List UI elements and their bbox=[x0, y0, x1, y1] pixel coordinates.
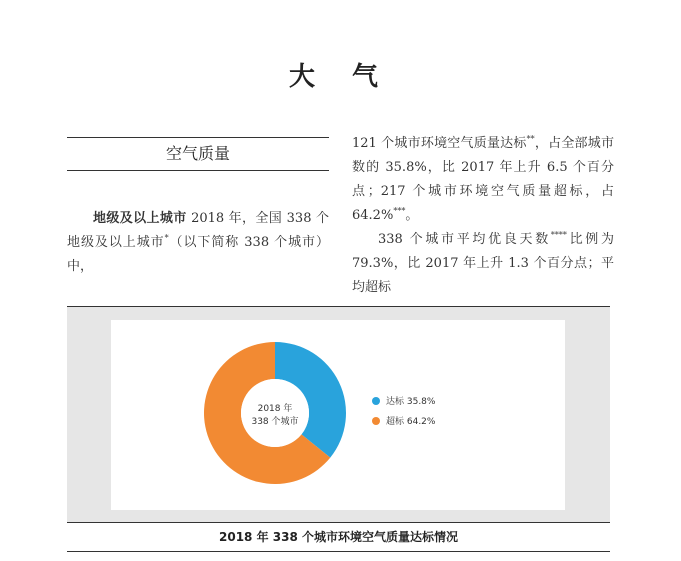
right-p1-a: 121 个城市环境空气质量达标 bbox=[352, 136, 527, 151]
legend-label-0: 达标 35.8% bbox=[386, 397, 436, 407]
footnote-mark-1: * bbox=[164, 233, 169, 243]
figure-card bbox=[111, 320, 565, 510]
footnote-mark-3: *** bbox=[393, 206, 406, 216]
center-label-line1: 2018 年 bbox=[257, 404, 293, 414]
section-heading: 空气质量 bbox=[165, 144, 230, 163]
footnote-mark-4: **** bbox=[550, 230, 567, 240]
center-label-line2: 338 个城市 bbox=[251, 417, 299, 427]
right-paragraph-1 bbox=[352, 132, 614, 228]
paragraph-lead: 地级及以上城市 bbox=[93, 211, 187, 226]
donut-legend bbox=[372, 395, 436, 427]
legend-label-1: 超标 64.2% bbox=[386, 417, 436, 427]
left-text-1: 2018 年，全国 338 个地级及以上城市 bbox=[67, 211, 329, 250]
left-text-2: （以下简称 338 个城市）中， bbox=[67, 235, 329, 274]
section-heading-box bbox=[67, 137, 329, 171]
footnote-mark-2: ** bbox=[526, 134, 535, 144]
right-p1-c: 。 bbox=[405, 208, 419, 223]
right-paragraph-2 bbox=[352, 228, 614, 300]
figure-caption: 2018 年 338 个城市环境空气质量达标情况 bbox=[67, 522, 610, 552]
legend-swatch-0 bbox=[372, 397, 380, 405]
donut-chart bbox=[111, 320, 565, 510]
legend-swatch-1 bbox=[372, 417, 380, 425]
left-column-text bbox=[67, 207, 329, 279]
right-column-text bbox=[352, 132, 614, 300]
right-p2-a: 338 个城市平均优良天数 bbox=[378, 232, 551, 247]
right-p2-b: 比例为 79.3%，比 2017 年上升 1.3 个百分点；平均超标 bbox=[352, 232, 614, 295]
right-p1-b: ，占全部城市数的 35.8%，比 2017 年上升 6.5 个百分点；217 个城市环境空气质量超标，占 64.2% bbox=[352, 136, 614, 223]
page-title: 大 气 bbox=[288, 62, 393, 92]
figure-frame bbox=[67, 306, 610, 523]
